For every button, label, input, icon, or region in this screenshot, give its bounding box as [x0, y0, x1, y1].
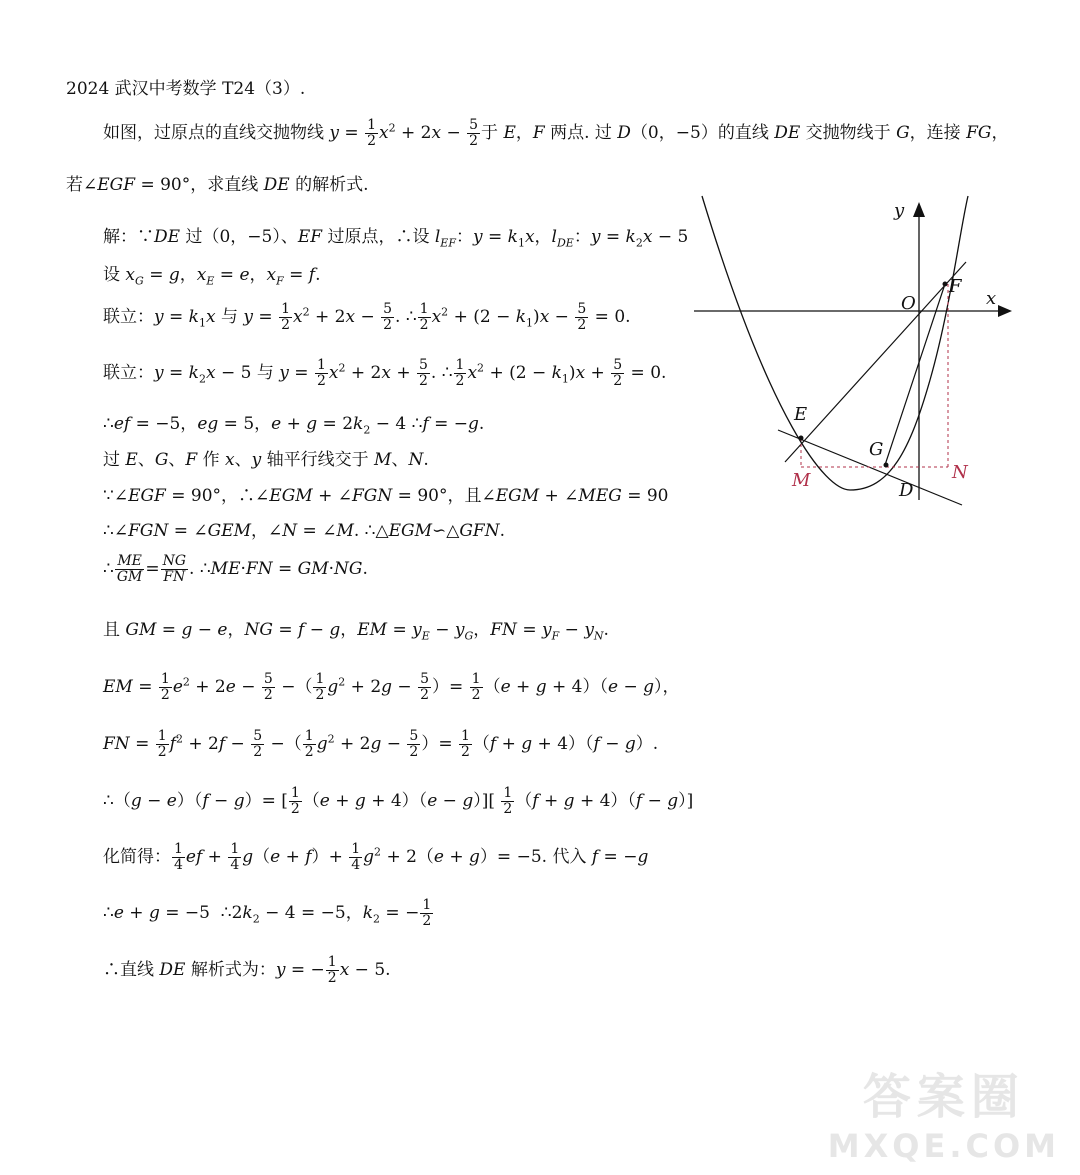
solution-line-2: 设 $x_G = g$，$x_E = e$，$x_F = f$.: [103, 265, 321, 288]
watermark-top: 答案圈: [862, 1069, 1025, 1125]
solution-line-15: ∴e + g = −5 $\therefore 2k_2 - 4 = -5$，$k_2$ = − $\frac{1}{2}$: [103, 897, 432, 929]
label-y: y: [894, 200, 905, 221]
solution-line-14: 化简得： $\frac{1}{4}$ ef + $\frac{1}{4}$ g（e + f）+ $\frac{1}{4}$ $g^2 + 2(e + g)= -5$. 代入 f = −g: [103, 841, 649, 873]
geometry-figure: [690, 190, 1020, 510]
point-E: [799, 436, 804, 441]
solution-line-3: 联立：$y = k_1x$ 与 y = $\frac{1}{2}$ $x^2 + 2x$ − $\frac{5}{2}$ . ∴ $\frac{1}{2}$ $x^2 + (2 - k_1)x$ − $\frac{5}{2}$ = 0.: [103, 301, 631, 333]
label-x: x: [986, 288, 997, 309]
label-M: M: [792, 470, 811, 491]
solution-line-8: ∴∠FGN = ∠GEM，∠N = ∠M. ∴△EGM∽△GFN.: [103, 521, 505, 541]
watermark: [828, 1058, 1060, 1165]
solution-line-6: 过 E、G、F 作 x、y 轴平行线交于 M、N.: [103, 450, 429, 470]
problem-line-1: 如图，过原点的直线交抛物线 y = $\frac{1}{2}$ $x^2 + 2x$ − $\frac{5}{2}$ 于 E，F 两点. 过 D（0，−5）的直线 DE 交抛物线于 G，连接 FG，: [103, 117, 1009, 149]
y-axis-arrow: [913, 202, 925, 217]
point-G: [884, 463, 889, 468]
solution-line-5: ∴ef = −5，eg = 5，$e + g = 2k_2 - 4$ ∴f = −g.: [103, 414, 485, 437]
label-E: E: [794, 404, 808, 425]
solution-line-16: ∴直线 DE 解析式为：y = − $\frac{1}{2}$ x − 5.: [103, 954, 391, 986]
x-axis-arrow: [998, 305, 1012, 317]
solution-line-13: ∴（g − e）（f − g）= [ $\frac{1}{2}$ （e + g + 4）（e − g）][ $\frac{1}{2}$ （f + g + 4）（f − g）]: [103, 785, 694, 817]
solution-line-9: ∴ $\frac{ME}{GM}$ = $\frac{NG}{FN}$ . ∴ME·FN = GM·NG.: [103, 553, 368, 585]
watermark-bottom: MXQE.COM: [827, 1127, 1060, 1165]
label-O: O: [901, 293, 916, 314]
line-EF: [785, 262, 966, 462]
solution-line-10: 且 GM = g − e，NG = f − g，EM = $y_E - y_G$，FN = $y_F - y_N$.: [103, 620, 609, 643]
solution-line-7: ∵∠EGF = 90°，∴∠EGM + ∠FGN = 90°，且∠EGM + ∠MEG = 90: [103, 486, 669, 506]
parabola-curve: [702, 196, 968, 490]
solution-line-1: 解：∵DE 过（0，−5）、EF 过原点，∴设 $l_{EF}$：$y = k_1x$，$l_{DE}$：$y = k_2x - 5$: [103, 227, 689, 250]
problem-source: 2024 武汉中考数学 T24（3）.: [66, 79, 306, 99]
label-D: D: [899, 480, 914, 501]
label-F: F: [949, 276, 962, 297]
problem-line-2: 若∠EGF = 90°，求直线 DE 的解析式.: [66, 175, 369, 195]
solution-line-11: EM = $\frac{1}{2}$ $e^2 + 2e$ − $\frac{5}{2}$ −（ $\frac{1}{2}$ $g^2 + 2g$ − $\frac{5}{2}$ ）= $\frac{1}{2}$ （e + g + 4）（e − g），: [103, 671, 680, 703]
solution-line-12: FN = $\frac{1}{2}$ $f^2 + 2f$ − $\frac{5}{2}$ −（ $\frac{1}{2}$ $g^2 + 2g$ − $\frac{5}{2}$ ）= $\frac{1}{2}$ （f + g + 4）（f − g）.: [103, 728, 659, 760]
label-N: N: [952, 462, 968, 483]
solution-line-4: 联立：$y = k_2x - 5$ 与 y = $\frac{1}{2}$ $x^2 + 2x$ + $\frac{5}{2}$ . ∴ $\frac{1}{2}$ $x^2 + (2 - k_1)x$ + $\frac{5}{2}$ = 0.: [103, 357, 667, 389]
label-G: G: [869, 439, 884, 460]
point-F: [943, 282, 948, 287]
